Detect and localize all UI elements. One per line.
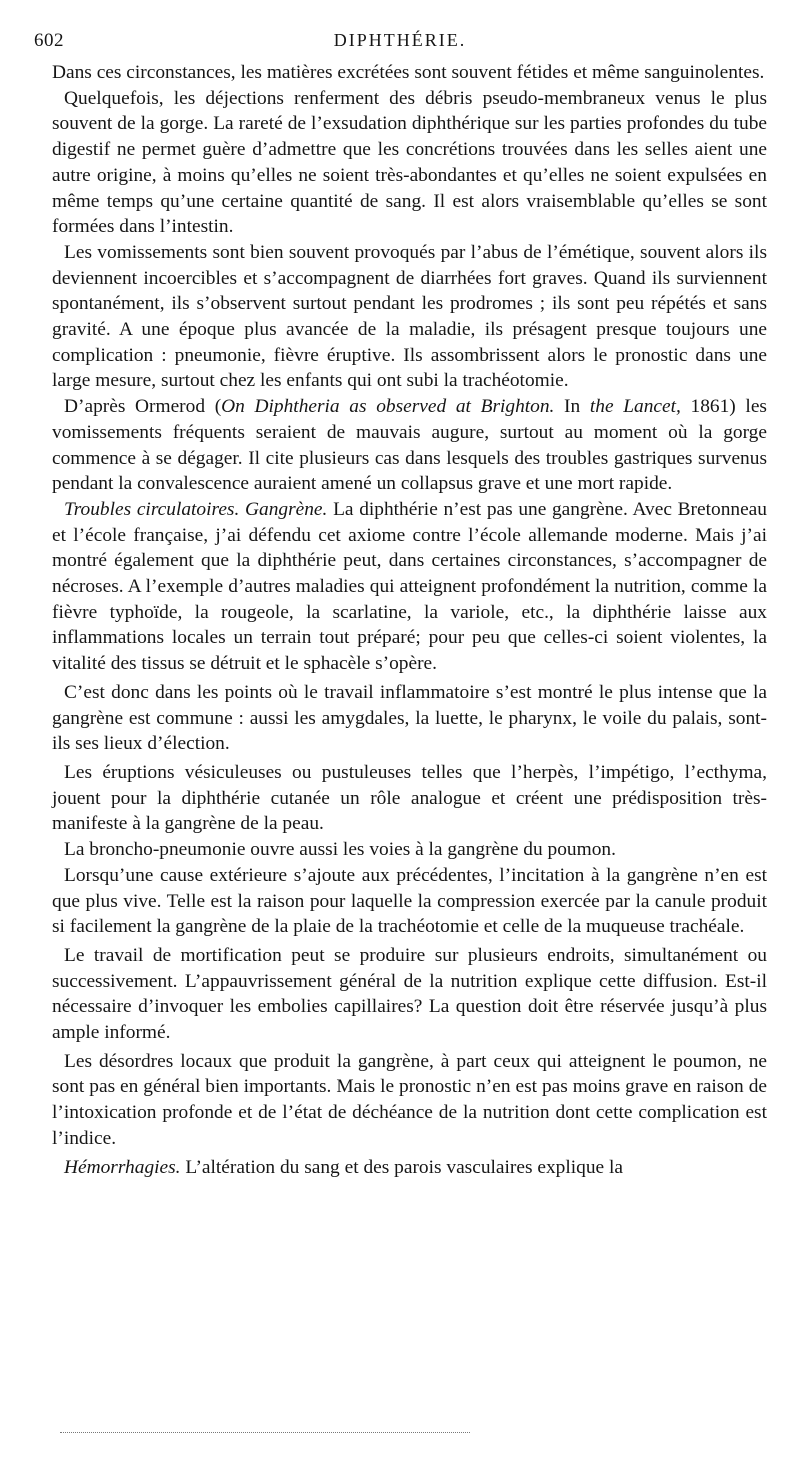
- text-run: 1861) les vomissements fréquents seraient de mauvais augure, surtout au moment où la gorge commence à se dégager. Il cite plusieurs cas dans lesquels des troubles gastriques survenus pendant la convalescence auraient amené un collapsus grave et une mort rapide.: [52, 396, 767, 495]
- page-number: 602: [34, 30, 64, 51]
- footer-dotted-rule: [60, 1432, 470, 1433]
- cited-journal: the Lancet,: [589, 396, 681, 418]
- paragraph: Les éruptions vésiculeuses ou pustuleuses telles que l’herpès, l’impétigo, l’ecthyma, jouent pour la diphthérie cutanée un rôle analogue et créent une prédisposition très-manifeste à la gangrène de la peau.: [52, 761, 767, 835]
- text-run: La diphthérie n’est pas une gangrène. Avec Bretonneau et l’école française, j’ai défendu cet axiome contre l’école allemande moderne. Mais j’ai montré également que la diphthérie peut, dans certaines circonstances, s’accompagner de nécroses. A l’exemple d’autres maladies qui atteignent profondément la nutrition, comme la fièvre typhoïde, la rougeole, la scarlatine, la variole, etc., la diphthérie laisse aux inflammations locales un terrain tout préparé; pour peu que celles-ci soient violentes, la vitalité des tissus se détruit et le sphacèle s’opère.: [52, 498, 767, 675]
- section-heading: Troubles circulatoires.: [64, 498, 240, 520]
- paragraph: Le travail de mortification peut se produire sur plusieurs endroits, simultanément ou successivement. L’appauvrissement général de la nutrition explique cette diffusion. Est-il nécessaire d’invoquer les embolies capillaires? La question doit être réservée jusqu’à plus ample informé.: [52, 944, 767, 1044]
- paragraph: C’est donc dans les points où le travail inflammatoire s’est montré le plus intense que la gangrène est commune : aussi les amygdales, la luette, le pharynx, le voile du palais, sont-ils ses lieux d’élection.: [52, 681, 767, 755]
- text-run: L’altération du sang et des parois vasculaires explique la: [185, 1156, 623, 1178]
- text-run: D’après Ormerod (: [64, 396, 222, 418]
- text-run: In: [554, 396, 590, 418]
- section-heading: Hémorrhagies.: [64, 1156, 181, 1178]
- paragraph: Les vomissements sont bien souvent provoqués par l’abus de l’émétique, souvent alors ils deviennent incoercibles et s’accompagnent de diarrhées fort graves. Quand ils surviennent spontanément, ils s’observent surtout pendant les prodromes ; ils sont peu répétés et sans gravité. A une époque plus avancée de la maladie, ils présagent presque toujours une complication : pneumonie, fièvre éruptive. Ils assombrissent alors le pronostic dans une large mesure, surtout chez les enfants qui ont subi la trachéotomie.: [52, 241, 767, 392]
- paragraph-troubles: [52, 497, 767, 677]
- body-text: [52, 60, 767, 1180]
- paragraph: Dans ces circonstances, les matières excrétées sont souvent fétides et même sanguinolentes.: [52, 62, 765, 83]
- paragraph: Quelquefois, les déjections renferment des débris pseudo-membraneux venus le plus souvent de la gorge. La rareté de l’exsudation diphthérique sur les parties profondes du tube digestif ne permet guère d’admettre que les concrétions trouvées dans les selles aient une autre origine, à moins qu’elles ne soient très-abondantes et qu’elles ne soient expulsées en même temps qu’une certaine quantité de sang. Il est alors vraisemblable qu’elles se sont formées dans l’intestin.: [52, 87, 767, 238]
- cited-title: On Diphtheria as observed at Brighton.: [221, 396, 555, 418]
- paragraph-ormerod: [52, 394, 767, 497]
- paragraph: La broncho-pneumonie ouvre aussi les voies à la gangrène du poumon.: [64, 839, 616, 861]
- paragraph: Les désordres locaux que produit la gangrène, à part ceux qui atteignent le poumon, ne sont pas en général bien importants. Mais le pronostic n’en est pas moins grave en raison de l’intoxication profonde et de l’état de déchéance de la nutrition dont cette complication est l’indice.: [52, 1050, 767, 1149]
- paragraph-hemorrhagies: [52, 1155, 767, 1181]
- page-header: [34, 30, 766, 54]
- paragraph: Lorsqu’une cause extérieure s’ajoute aux précédentes, l’incitation à la gangrène n’en est que plus vive. Telle est la raison pour laquelle la compression exercée par la canule produit si facilement la gangrène de la plaie de la trachéotomie et celle de la muqueuse trachéale.: [52, 864, 767, 938]
- running-title: DIPHTHÉRIE.: [333, 30, 467, 50]
- section-heading: Gangrène.: [245, 498, 328, 520]
